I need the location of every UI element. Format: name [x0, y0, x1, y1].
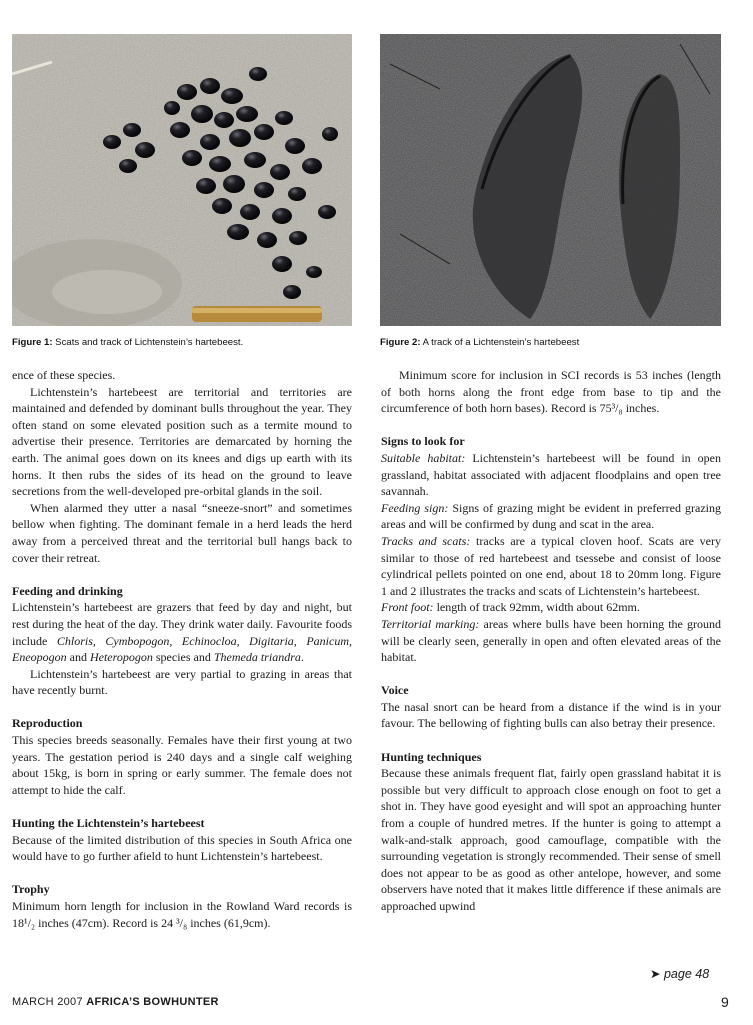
- paragraph: Lichtenstein’s hartebeest are very partial to grazing in areas that have recently burnt.: [12, 666, 352, 698]
- paragraph: [381, 500, 721, 533]
- text-run: length of track 92mm, width about 62mm.: [433, 600, 640, 615]
- paragraph: Because of the limited distribution of this species in South Africa one would have to go further afield to hunt Lichtenstein’s hartebeest.: [12, 832, 352, 864]
- run-in-label: Territorial marking:: [381, 616, 480, 631]
- text-run: species and: [152, 650, 214, 665]
- run-in-label: Front foot:: [381, 600, 434, 615]
- figure-2-photo: [380, 34, 721, 326]
- paragraph: [381, 533, 721, 599]
- magazine-name: AFRICA’S BOWHUNTER: [86, 996, 219, 1008]
- figure-1-label: Figure 1:: [12, 337, 53, 348]
- section-heading: Feeding and drinking: [12, 583, 123, 598]
- right-column: [381, 367, 721, 915]
- text-run: .: [300, 650, 304, 665]
- section-heading: Hunting techniques: [381, 749, 482, 764]
- paragraph: [12, 599, 352, 665]
- figure-2-caption: [380, 337, 579, 348]
- paragraph: ence of these species.: [12, 368, 116, 382]
- section-heading: Trophy: [12, 882, 50, 897]
- paragraph: Minimum horn length for inclusion in the Rowland Ward records is 18¹/₂ inches (47cm). Record is 24 ³/₈ inches (61,9cm).: [12, 899, 352, 930]
- text-run: Signs of grazing might be evident in preferred grazing areas and will be confirmed by dung and scat in the area.: [381, 500, 721, 532]
- text-run: areas where bulls have been horning the ground will be clearly seen, generally in open and often elevated areas of the habitat.: [381, 616, 721, 665]
- left-column: [12, 367, 352, 931]
- section-heading: Signs to look for: [381, 434, 465, 449]
- page-number: 9: [721, 994, 729, 1010]
- figure-2-label: Figure 2:: [380, 337, 421, 348]
- figure-2-text: A track of a Lichtenstein’s hartebeest: [420, 337, 580, 348]
- paragraph: Minimum score for inclusion in SCI records is 53 inches (length of both horns along the front edge from base to tip and the circumference of both horn bases). Record is 75³/₈ inches.: [381, 368, 721, 416]
- footer-date: MARCH 2007: [12, 996, 87, 1008]
- figure-1-caption: [12, 337, 243, 348]
- text-run: tracks are a typical cloven hoof. Scats are very similar to those of red hartebeest and tsessebe and consist of loose cylindrical pellets pointed on one end, about 18 to 20mm long. Figure 1 and 2 illustrates the tracks and scats of Lichtenstein’s hartebeest.: [381, 533, 721, 598]
- arrow-glyph-icon: ➤: [650, 967, 661, 981]
- paragraph: This species breeds seasonally. Females have their first young at two years. The gestation period is 240 days and a single calf weighing about 15kg, is born in spring or early summer. The female does not attempt to hide the calf.: [12, 733, 352, 797]
- paragraph: When alarmed they utter a nasal “sneeze-snort” and sometimes bellow when fighting. The dominant female in a herd leads the herd away from a perceived threat and the territorial bull hangs back to cover their retreat.: [12, 500, 352, 565]
- paragraph: [381, 599, 721, 616]
- run-in-label: Tracks and scats:: [381, 533, 471, 548]
- continued-text: page 48: [663, 967, 710, 981]
- section-heading: Hunting the Lichtenstein’s hartebeest: [12, 816, 205, 831]
- run-in-label: Feeding sign:: [381, 500, 449, 515]
- text-run: Lichtenstein’s hartebeest are grazers that feed by day and night, but rest during the heat of the day. They drink water daily. Favourite foods include: [12, 600, 352, 648]
- run-in-label: Suitable habitat:: [381, 450, 466, 465]
- continued-marker: [650, 966, 709, 981]
- paragraph: [381, 450, 721, 500]
- text-run: and: [66, 650, 90, 665]
- paragraph: Because these animals frequent flat, fairly open grassland habitat it is possible but very difficult to approach close enough on foot to get a shot in. They have good eyesight and will spot an approaching hunter from a couple of hundred metres. If the hunter is going to attempt a walk-and-stalk approach, good camouflage, compatible with the surrounding vegetation is strongly recommended. Their sense of smell does not appear to be as good as other antelope, however, and some observers have noted that it makes little difference if these animals are approached upwind: [381, 766, 721, 913]
- section-heading: Reproduction: [12, 716, 83, 731]
- paragraph: Lichtenstein’s hartebeest are territorial and territories are maintained and defended by dominant bulls throughout the year. They often stand on some elevated position such as a termite mound to advertise their presence. Territories are demarcated by horning the earth. The animal goes down on its knees and digs up earth with its horns. It then rubs the sides of its head on the ground to leave secretions from the well-developed pre-orbital glands in the soil.: [12, 384, 352, 499]
- figure-1-text: Scats and track of Lichtenstein’s hartebeest.: [52, 337, 244, 348]
- section-heading: Voice: [381, 683, 409, 698]
- text-run: Lichtenstein’s hartebeest will be found in open grassland, habitat associated with adjacent floodplains and open tree savannah.: [381, 450, 722, 499]
- paragraph: [381, 616, 721, 666]
- footer-publication: [12, 996, 219, 1008]
- paragraph: The nasal snort can be heard from a distance if the wind is in your favour. The bellowing of fighting bulls can also betray their presence.: [381, 699, 721, 731]
- figure-1-photo: [12, 34, 352, 326]
- species-name: Heteropogon: [89, 650, 153, 665]
- species-list: Chloris, Cymbopogon, Echinocloa, Digitaria, Panicum, Eneopogon: [12, 633, 352, 665]
- species-name: Themeda triandra: [213, 650, 301, 665]
